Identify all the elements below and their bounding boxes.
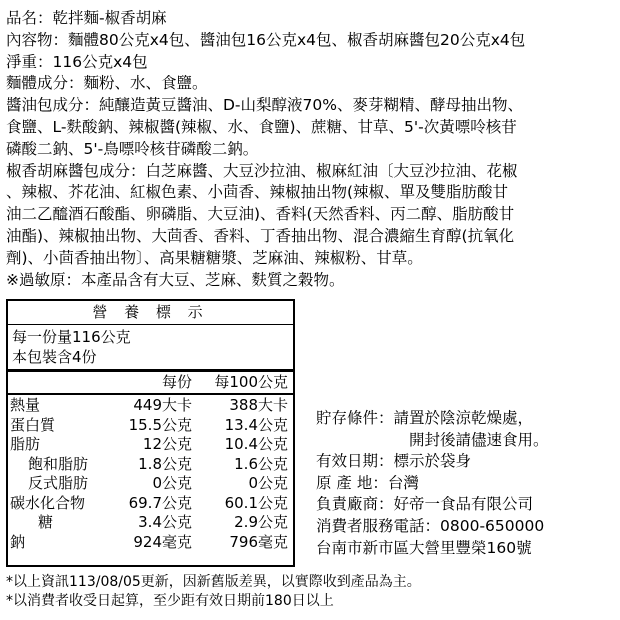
per-serving-value: 69.7公克 (128, 493, 192, 512)
per-serving-value: 12公克 (142, 435, 192, 453)
nutrition-row (8, 513, 293, 533)
nutrient-name: 熱量 (10, 396, 41, 414)
allergen-notice: ※過敏原：本產品含有大豆、芝麻、麩質之穀物。 (6, 270, 345, 289)
sesame-sauce-ingredients-cont: 油二乙醯酒石酸酯、卵磷脂、大豆油)、香料(天然香料、丙二醇、脂肪酸甘 (6, 205, 515, 224)
per-serving-value: 1.8公克 (138, 454, 192, 473)
nutrition-row (8, 435, 293, 455)
per-100g-value: 2.9公克 (234, 513, 288, 531)
nutrient-name: 反式脂肪 (28, 474, 89, 492)
nutrient-header (8, 372, 106, 393)
storage-condition-cont: 開封後請儘速食用。 (409, 430, 549, 449)
expiry-note: *以消費者收受日起算，至少距有效日期前180日以上 (6, 593, 334, 609)
nutrition-row (8, 474, 293, 494)
soy-sauce-ingredients: 醬油包成分：純釀造黃豆醬油、D-山梨醇液70%、麥芽糊精、酵母抽出物、 (6, 96, 523, 115)
address: 台南市新市區大營里豐榮160號 (316, 538, 532, 557)
sesame-sauce-ingredients: 椒香胡麻醬包成分：白芝麻醬、大豆沙拉油、椒麻紅油〔大豆沙拉油、花椒 (6, 161, 518, 180)
sesame-sauce-ingredients-cont: 油酯)、辣椒抽出物、大茴香、香料、丁香抽出物、混合濃縮生育醇(抗氧化 (6, 226, 515, 245)
update-note: *以上資訊113/08/05更新，因新舊版差異，以實際收到產品為主。 (6, 574, 421, 590)
nutrition-row (8, 396, 293, 416)
serving-info (8, 325, 293, 372)
soy-sauce-ingredients-cont: 食鹽、L-麩酸鈉、辣椒醬(辣椒、水、食鹽)、蔗糖、甘草、5'-次黃嘌呤核苷 (6, 117, 517, 136)
per-100g-value: 60.1公克 (224, 493, 288, 512)
nutrition-row (8, 533, 293, 553)
per-100g-value: 1.6公克 (234, 454, 288, 473)
noodle-ingredients: 麵體成分：麵粉、水、食鹽。 (6, 74, 208, 93)
nutrient-name: 糖 (38, 513, 54, 531)
per-serving-value: 449大卡 (133, 396, 192, 414)
per-serving-value: 15.5公克 (128, 415, 192, 434)
per-100g-value: 796毫克 (229, 532, 288, 551)
per-serving-value: 0公克 (152, 474, 192, 492)
nutrition-row (8, 416, 293, 436)
nutrition-facts-table (6, 299, 295, 567)
manufacturer: 負責廠商：好帝一食品有限公司 (316, 495, 534, 514)
storage-condition: 貯存條件：請置於陰涼乾燥處， (316, 409, 534, 427)
net-weight: 淨重：116公克x4包 (6, 52, 148, 71)
per-serving-header: 每份 (161, 373, 192, 391)
contents-line: 內容物：麵體80公克x4包、醬油包16公克x4包、椒香胡麻醬包20公克x4包 (6, 30, 526, 49)
nutrition-title: 營 養 標 示 (8, 301, 293, 325)
per-100g-value: 10.4公克 (224, 435, 288, 453)
storage-info (316, 408, 616, 559)
per-serving-value: 924毫克 (133, 532, 192, 551)
ingredients-block (6, 8, 614, 291)
sesame-sauce-ingredients-cont: 劑)、小茴香抽出物〕、高果糖糖漿、芝麻油、辣椒粉、甘草。 (6, 248, 423, 267)
nutrition-row (8, 455, 293, 475)
per-100g-header: 每100公克 (214, 373, 288, 391)
nutrient-name: 飽和脂肪 (28, 454, 89, 473)
servings-per-pack: 本包裝含4份 (12, 348, 97, 366)
soy-sauce-ingredients-cont: 磷酸二鈉、5'-鳥嘌呤核苷磷酸二鈉。 (6, 139, 259, 158)
nutrition-header-row (8, 372, 293, 395)
per-100g-value: 13.4公克 (224, 415, 288, 434)
per-serving-value: 3.4公克 (138, 513, 192, 531)
nutrient-name: 鈉 (10, 532, 26, 551)
serving-size: 每一份量116公克 (12, 328, 131, 346)
product-name: 品名：乾拌麵-椒香胡麻 (6, 9, 167, 27)
service-hotline: 消費者服務電話：0800-650000 (316, 516, 545, 535)
nutrient-name: 蛋白質 (10, 415, 56, 434)
nutrient-name: 脂肪 (10, 435, 41, 453)
footnotes (6, 573, 614, 611)
per-100g-value: 388大卡 (229, 396, 288, 414)
expiry-date: 有效日期：標示於袋身 (316, 452, 472, 471)
per-100g-value: 0公克 (248, 474, 288, 492)
sesame-sauce-ingredients-cont: 、辣椒、芥花油、紅椒色素、小茴香、辣椒抽出物(辣椒、單及雙脂肪酸甘 (6, 183, 509, 202)
origin: 原 產 地：台灣 (316, 473, 419, 492)
nutrition-row (8, 494, 293, 514)
nutrient-name: 碳水化合物 (10, 493, 86, 512)
nutrition-body (8, 395, 293, 552)
